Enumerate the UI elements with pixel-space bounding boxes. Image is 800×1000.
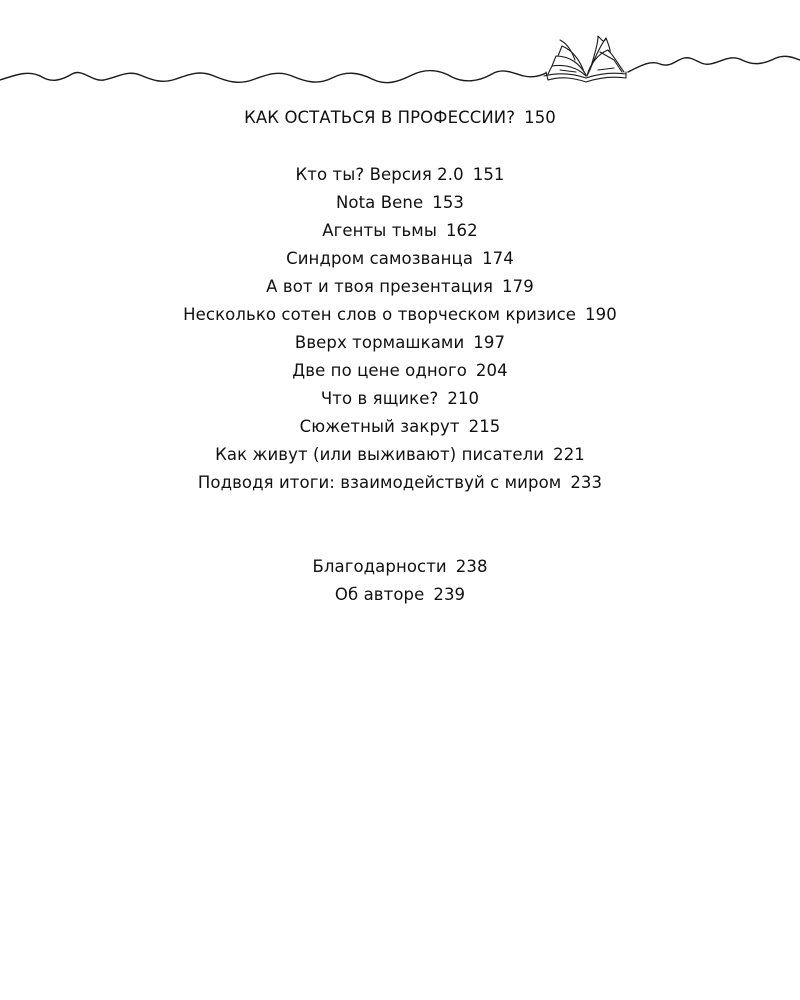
toc-entry xyxy=(0,301,800,329)
toc-entry-page: 210 xyxy=(447,389,480,408)
toc-entry xyxy=(0,329,800,357)
section-title: КАК ОСТАТЬСЯ В ПРОФЕССИИ? xyxy=(244,108,516,127)
toc-entry-title: Об авторе xyxy=(334,585,425,604)
toc-entry-title: Синдром самозванца xyxy=(286,249,474,268)
toc-entry-page: 215 xyxy=(468,417,501,436)
table-of-contents xyxy=(0,104,800,609)
toc-entry xyxy=(0,413,800,441)
toc-entry-page: 151 xyxy=(472,165,505,184)
toc-entry-title: Несколько сотен слов о творческом кризисе xyxy=(183,305,577,324)
toc-entry-title: Агенты тьмы xyxy=(322,221,437,240)
toc-entry-title: Благодарности xyxy=(312,557,447,576)
toc-entry-title: Подводя итоги: взаимодействуй с миром xyxy=(197,473,562,492)
toc-entry-title: Вверх тормашками xyxy=(294,333,465,352)
toc-entry-title: Что в ящике? xyxy=(320,389,439,408)
toc-entry xyxy=(0,161,800,189)
section-spacer xyxy=(0,497,800,553)
toc-entry-page: 153 xyxy=(432,193,465,212)
toc-entry-title: А вот и твоя презентация xyxy=(266,277,494,296)
toc-entry-title: Как живут (или выживают) писатели xyxy=(215,445,545,464)
toc-entry xyxy=(0,273,800,301)
toc-entry-page: 204 xyxy=(475,361,508,380)
toc-entry xyxy=(0,441,800,469)
toc-entry-acknowledgements xyxy=(0,553,800,581)
toc-entry-about-author xyxy=(0,581,800,609)
toc-entry xyxy=(0,189,800,217)
toc-entry-page: 221 xyxy=(553,445,585,464)
toc-entry-title: Сюжетный закрут xyxy=(299,417,460,436)
toc-entry-title: Nota Bene xyxy=(335,193,424,212)
section-heading xyxy=(0,104,800,132)
toc-entry-title: Две по цене одного xyxy=(292,361,467,380)
header-wavy-line xyxy=(0,30,800,100)
toc-entry-page: 233 xyxy=(570,473,603,492)
open-book-icon xyxy=(544,36,626,82)
toc-entry-page: 238 xyxy=(455,557,488,576)
toc-entry xyxy=(0,217,800,245)
toc-entry-page: 190 xyxy=(585,305,617,324)
toc-entry-page: 179 xyxy=(502,277,534,296)
toc-entry-page: 174 xyxy=(482,249,514,268)
toc-entry xyxy=(0,245,800,273)
toc-entry xyxy=(0,469,800,497)
toc-entry xyxy=(0,357,800,385)
toc-entry-title: Кто ты? Версия 2.0 xyxy=(295,165,464,184)
toc-entry-page: 162 xyxy=(445,221,478,240)
section-page-number: 150 xyxy=(524,108,556,127)
toc-entry xyxy=(0,385,800,413)
toc-entry-page: 239 xyxy=(433,585,466,604)
toc-entry-page: 197 xyxy=(473,333,506,352)
